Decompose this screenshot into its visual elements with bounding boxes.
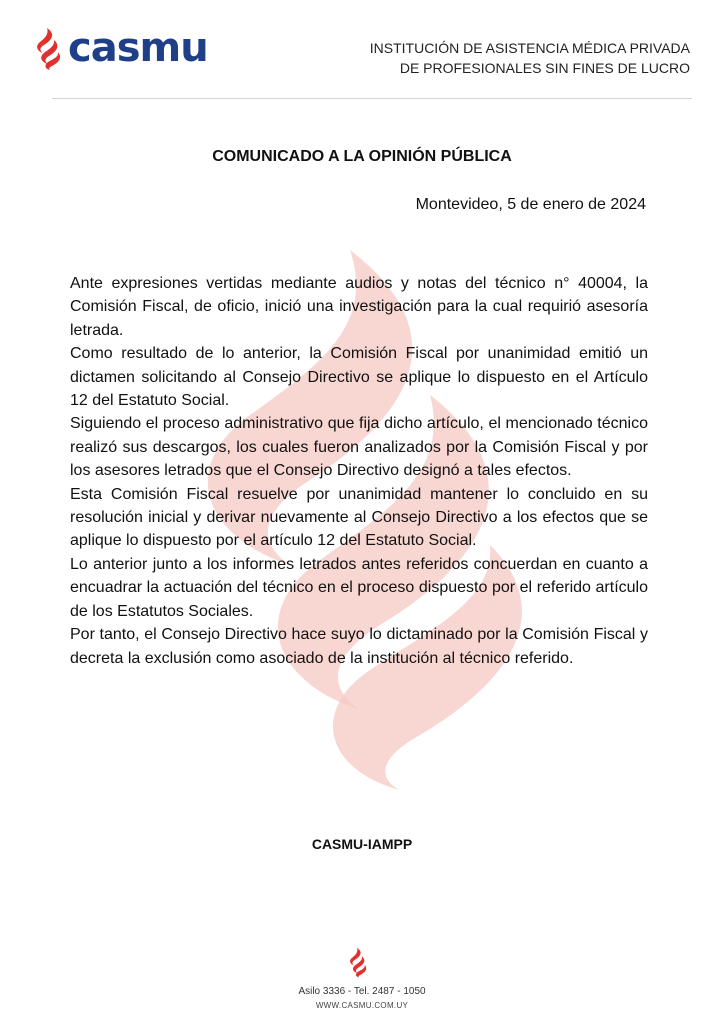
dateline: Montevideo, 5 de enero de 2024 <box>415 196 646 213</box>
paragraph: Ante expresiones vertidas mediante audios y notas del técnico n° 40004, la Comisión Fiscal, de oficio, inició una investigación para la cual requirió asesoría letrada. <box>70 275 648 339</box>
paragraph: Lo anterior junto a los informes letrados antes referidos concuerdan en cuanto a encuadrar la actuación del técnico en el proceso dispuesto por el referido artículo de los Estatutos Sociales. <box>70 555 648 620</box>
header-divider <box>52 98 692 99</box>
letterhead <box>0 0 724 100</box>
institution-name <box>370 38 690 78</box>
institution-line-1: INSTITUCIÓN DE ASISTENCIA MÉDICA PRIVADA <box>369 40 690 56</box>
paragraph: Por tanto, el Consejo Directivo hace suyo lo dictaminado por la Comisión Fiscal y decreta la exclusión como asociado de la institución al técnico referido. <box>70 626 648 667</box>
logo-wordmark: casmu <box>68 25 208 71</box>
signature: CASMU-IAMPP <box>311 836 413 852</box>
flame-logo-icon <box>30 26 64 70</box>
paragraph: Esta Comisión Fiscal resuelve por unanimidad mantener lo concluido en su resolución inicial y derivar nuevamente al Consejo Directivo a los efectos que se aplique lo dispuesto por el artículo 12 del Estatuto Social. <box>70 485 648 550</box>
footer-flame-icon <box>345 945 369 979</box>
document-body <box>70 272 648 670</box>
footer-website: WWW.CASMU.COM.UY <box>315 1001 409 1010</box>
document-title: COMUNICADO A LA OPINIÓN PÚBLICA <box>212 148 512 165</box>
paragraph: Como resultado de lo anterior, la Comisión Fiscal por unanimidad emitió un dictamen solicitando al Consejo Directivo se aplique lo dispuesto en el Artículo 12 del Estatuto Social. <box>70 345 648 410</box>
casmu-logo <box>30 26 208 70</box>
institution-line-2: DE PROFESIONALES SIN FINES DE LUCRO <box>399 60 690 76</box>
paragraph: Siguiendo el proceso administrativo que fija dicho artículo, el mencionado técnico realizó sus descargos, los cuales fueron analizados por la Comisión Fiscal y por los asesores letrados que el Consejo Directivo designó a tales efectos. <box>70 415 648 480</box>
footer-address: Asilo 3336 - Tel. 2487 - 1050 <box>298 986 426 997</box>
